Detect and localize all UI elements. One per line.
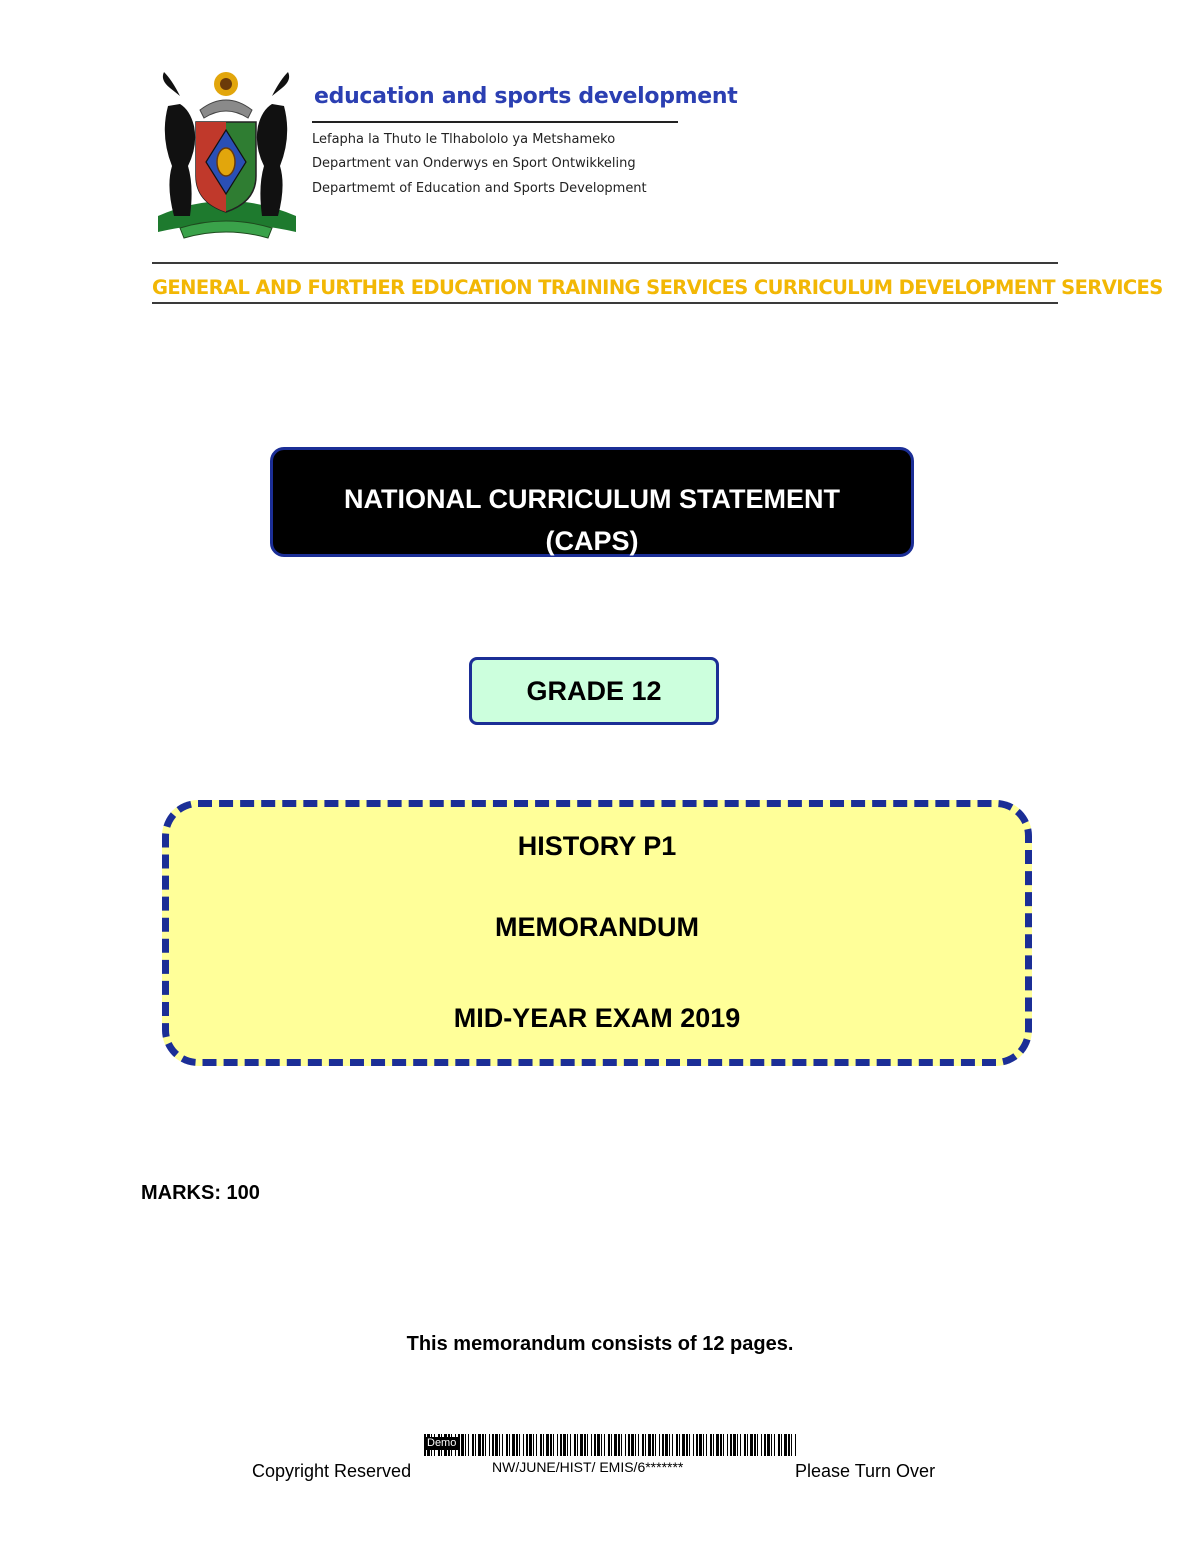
department-line-english: Departmemt of Education and Sports Development bbox=[312, 181, 647, 196]
barcode-bar bbox=[512, 1434, 515, 1456]
barcode-bar bbox=[506, 1434, 508, 1456]
barcode-bar bbox=[591, 1434, 592, 1456]
curriculum-statement-subtitle: (CAPS) bbox=[545, 526, 639, 556]
barcode-bar bbox=[781, 1434, 782, 1456]
barcode-bar bbox=[475, 1434, 476, 1456]
barcode-bar bbox=[614, 1434, 617, 1456]
barcode-bar bbox=[495, 1434, 498, 1456]
barcode-bar bbox=[577, 1434, 578, 1456]
barcode-bar bbox=[601, 1434, 602, 1456]
barcode-bar bbox=[574, 1434, 576, 1456]
barcode-bar bbox=[638, 1434, 639, 1456]
banner-bottom-rule bbox=[152, 302, 1058, 304]
barcode-bar bbox=[706, 1434, 707, 1456]
barcode-bar bbox=[465, 1434, 466, 1456]
barcode-bar bbox=[611, 1434, 612, 1456]
barcode-bar bbox=[540, 1434, 542, 1456]
footer-copyright: Copyright Reserved bbox=[252, 1461, 412, 1481]
barcode-bar bbox=[788, 1434, 790, 1456]
barcode-bar bbox=[489, 1434, 490, 1456]
barcode-bar bbox=[659, 1434, 660, 1456]
barcode-bar bbox=[461, 1434, 464, 1456]
barcode-bar bbox=[747, 1434, 748, 1456]
footer-turn-over: Please Turn Over bbox=[795, 1461, 936, 1481]
barcode-bar bbox=[485, 1434, 486, 1456]
barcode-bar bbox=[750, 1434, 753, 1456]
barcode-bar bbox=[771, 1434, 772, 1456]
barcode-bar bbox=[478, 1434, 481, 1456]
barcode-bar bbox=[761, 1434, 762, 1456]
services-banner: GENERAL AND FURTHER EDUCATION TRAINING SERVICES CURRICULUM DEVELOPMENT SERVICES bbox=[152, 276, 1163, 299]
barcode-bar bbox=[699, 1434, 702, 1456]
barcode-bar bbox=[716, 1434, 719, 1456]
barcode-bar bbox=[652, 1434, 654, 1456]
department-line-afrikaans: Department van Onderwys en Sport Ontwikkeling bbox=[312, 156, 636, 171]
barcode-bar bbox=[563, 1434, 566, 1456]
barcode-bar bbox=[523, 1434, 524, 1456]
barcode-bar bbox=[784, 1434, 787, 1456]
barcode-bar bbox=[737, 1434, 738, 1456]
barcode-bar bbox=[642, 1434, 644, 1456]
barcode-bar bbox=[733, 1434, 736, 1456]
barcode-bar bbox=[723, 1434, 724, 1456]
barcode-bar bbox=[669, 1434, 670, 1456]
barcode-bar bbox=[778, 1434, 780, 1456]
barcode-bar bbox=[543, 1434, 544, 1456]
barcode-bar bbox=[662, 1434, 664, 1456]
barcode-bar bbox=[791, 1434, 792, 1456]
barcode-bar bbox=[740, 1434, 741, 1456]
barcode-bar bbox=[526, 1434, 528, 1456]
barcode-bar bbox=[730, 1434, 732, 1456]
barcode-bar bbox=[604, 1434, 605, 1456]
barcode-bar bbox=[767, 1434, 770, 1456]
barcode-bar bbox=[550, 1434, 552, 1456]
barcode-bar bbox=[597, 1434, 600, 1456]
barcode-bar bbox=[529, 1434, 532, 1456]
barcode-bar bbox=[689, 1434, 690, 1456]
barcode-bar bbox=[594, 1434, 596, 1456]
department-title: education and sports development bbox=[314, 84, 738, 109]
barcode-bar bbox=[536, 1434, 537, 1456]
barcode-bar bbox=[679, 1434, 680, 1456]
barcode-bar bbox=[516, 1434, 518, 1456]
barcode-bar bbox=[774, 1434, 775, 1456]
barcode-bar bbox=[696, 1434, 698, 1456]
exam-session: MID-YEAR EXAM 2019 bbox=[453, 1003, 741, 1033]
document-type: MEMORANDUM bbox=[495, 912, 699, 942]
barcode-bar bbox=[631, 1434, 634, 1456]
barcode-bar bbox=[764, 1434, 766, 1456]
barcode-bar bbox=[713, 1434, 714, 1456]
barcode-bar bbox=[587, 1434, 588, 1456]
barcode-bar bbox=[553, 1434, 554, 1456]
barcode-bar bbox=[546, 1434, 549, 1456]
barcode-bar bbox=[710, 1434, 712, 1456]
barcode-bar bbox=[648, 1434, 651, 1456]
barcode-bar bbox=[672, 1434, 673, 1456]
barcode-bar bbox=[533, 1434, 534, 1456]
barcode-bar bbox=[635, 1434, 636, 1456]
barcode-bar bbox=[682, 1434, 685, 1456]
demo-watermark-label: Demo bbox=[427, 1437, 457, 1449]
barcode-bar bbox=[703, 1434, 704, 1456]
barcode bbox=[424, 1434, 796, 1456]
barcode-bar bbox=[560, 1434, 562, 1456]
barcode-bar bbox=[676, 1434, 678, 1456]
marks-total: MARKS: 100 bbox=[141, 1182, 260, 1204]
barcode-bar bbox=[580, 1434, 583, 1456]
department-line-setswana: Lefapha la Thuto le Tlhabololo ya Metshameko bbox=[312, 132, 616, 147]
barcode-bar bbox=[693, 1434, 694, 1456]
barcode-bar bbox=[618, 1434, 620, 1456]
barcode-bar bbox=[499, 1434, 500, 1456]
barcode-bar bbox=[754, 1434, 756, 1456]
barcode-bar bbox=[502, 1434, 503, 1456]
barcode-bar bbox=[608, 1434, 610, 1456]
barcode-bar bbox=[621, 1434, 622, 1456]
barcode-bar bbox=[628, 1434, 630, 1456]
barcode-bar bbox=[655, 1434, 656, 1456]
barcode-bar bbox=[757, 1434, 758, 1456]
footer-document-code: NW/JUNE/HIST/ EMIS/6******* bbox=[492, 1459, 684, 1475]
barcode-bar bbox=[557, 1434, 558, 1456]
barcode-bar bbox=[584, 1434, 586, 1456]
barcode-bar bbox=[720, 1434, 722, 1456]
barcode-bar bbox=[482, 1434, 484, 1456]
barcode-bar bbox=[567, 1434, 568, 1456]
barcode-bar bbox=[625, 1434, 626, 1456]
subject-box bbox=[162, 800, 1032, 1066]
page-count-note: This memorandum consists of 12 pages. bbox=[406, 1333, 794, 1355]
barcode-bar bbox=[795, 1434, 796, 1456]
barcode-bar bbox=[645, 1434, 646, 1456]
barcode-bar bbox=[665, 1434, 668, 1456]
barcode-bar bbox=[519, 1434, 520, 1456]
barcode-bar bbox=[570, 1434, 571, 1456]
department-title-rule bbox=[312, 121, 678, 123]
curriculum-statement-box bbox=[270, 447, 914, 557]
barcode-bar bbox=[472, 1434, 474, 1456]
coat-of-arms-logo bbox=[150, 66, 302, 244]
curriculum-statement-title: NATIONAL CURRICULUM STATEMENT bbox=[344, 484, 840, 514]
barcode-bar bbox=[492, 1434, 494, 1456]
barcode-bar bbox=[686, 1434, 688, 1456]
barcode-bar bbox=[727, 1434, 728, 1456]
barcode-bar bbox=[468, 1434, 469, 1456]
grade-box: GRADE 12 bbox=[469, 657, 719, 725]
barcode-bar bbox=[744, 1434, 746, 1456]
banner-top-rule bbox=[152, 262, 1058, 264]
barcode-bar bbox=[509, 1434, 510, 1456]
subject-title: HISTORY P1 bbox=[517, 831, 677, 861]
